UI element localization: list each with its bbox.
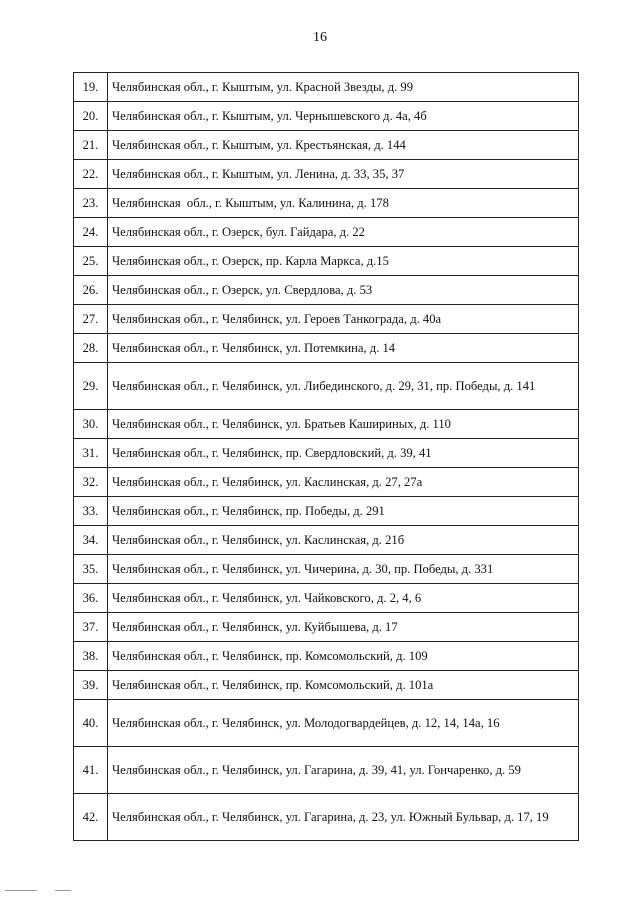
table-row [74, 747, 579, 794]
row-number: 34. [74, 526, 108, 555]
table-row [74, 497, 579, 526]
row-number: 23. [74, 189, 108, 218]
table-row [74, 526, 579, 555]
row-address: Челябинская обл., г. Кыштым, ул. Калинина, д. 178 [108, 189, 579, 218]
table-row [74, 794, 579, 841]
row-address: Челябинская обл., г. Челябинск, ул. Гагарина, д. 23, ул. Южный Бульвар, д. 17, 19 [108, 794, 579, 841]
row-address: Челябинская обл., г. Челябинск, ул. Чайковского, д. 2, 4, 6 [108, 584, 579, 613]
table-row [74, 102, 579, 131]
table-row [74, 584, 579, 613]
row-number: 33. [74, 497, 108, 526]
row-number: 27. [74, 305, 108, 334]
row-address: Челябинская обл., г. Челябинск, ул. Каслинская, д. 21б [108, 526, 579, 555]
row-address: Челябинская обл., г. Кыштым, ул. Чернышевского д. 4а, 4б [108, 102, 579, 131]
row-address: Челябинская обл., г. Челябинск, ул. Братьев Кашириных, д. 110 [108, 410, 579, 439]
row-address: Челябинская обл., г. Озерск, бул. Гайдара, д. 22 [108, 218, 579, 247]
row-address: Челябинская обл., г. Кыштым, ул. Красной Звезды, д. 99 [108, 73, 579, 102]
table-row [74, 410, 579, 439]
row-address: Челябинская обл., г. Озерск, пр. Карла Маркса, д.15 [108, 247, 579, 276]
table-row [74, 189, 579, 218]
row-number: 39. [74, 671, 108, 700]
table-row [74, 700, 579, 747]
table-row [74, 334, 579, 363]
row-number: 28. [74, 334, 108, 363]
row-number: 30. [74, 410, 108, 439]
table-row [74, 305, 579, 334]
table-row [74, 247, 579, 276]
row-address: Челябинская обл., г. Кыштым, ул. Крестьянская, д. 144 [108, 131, 579, 160]
row-number: 41. [74, 747, 108, 794]
table-row [74, 671, 579, 700]
row-number: 31. [74, 439, 108, 468]
row-number: 35. [74, 555, 108, 584]
row-address: Челябинская обл., г. Челябинск, ул. Чичерина, д. 30, пр. Победы, д. 331 [108, 555, 579, 584]
row-number: 42. [74, 794, 108, 841]
table-row [74, 73, 579, 102]
row-number: 40. [74, 700, 108, 747]
row-address: Челябинская обл., г. Челябинск, ул. Потемкина, д. 14 [108, 334, 579, 363]
table-row [74, 276, 579, 305]
row-number: 37. [74, 613, 108, 642]
table-row [74, 160, 579, 189]
table-row [74, 642, 579, 671]
row-address: Челябинская обл., г. Челябинск, пр. Комсомольский, д. 101а [108, 671, 579, 700]
footer-divider [5, 890, 37, 891]
page-number: 16 [313, 30, 327, 45]
row-number: 19. [74, 73, 108, 102]
table-row [74, 218, 579, 247]
table-row [74, 439, 579, 468]
row-number: 21. [74, 131, 108, 160]
row-number: 26. [74, 276, 108, 305]
row-address: Челябинская обл., г. Челябинск, пр. Комсомольский, д. 109 [108, 642, 579, 671]
table-row [74, 468, 579, 497]
table-row [74, 555, 579, 584]
row-address: Челябинская обл., г. Озерск, ул. Свердлова, д. 53 [108, 276, 579, 305]
row-address: Челябинская обл., г. Челябинск, ул. Героев Танкограда, д. 40а [108, 305, 579, 334]
row-address: Челябинская обл., г. Челябинск, пр. Свердловский, д. 39, 41 [108, 439, 579, 468]
row-number: 20. [74, 102, 108, 131]
row-number: 29. [74, 363, 108, 410]
row-number: 22. [74, 160, 108, 189]
table-row [74, 131, 579, 160]
row-address: Челябинская обл., г. Челябинск, ул. Гагарина, д. 39, 41, ул. Гончаренко, д. 59 [108, 747, 579, 794]
row-address: Челябинская обл., г. Челябинск, пр. Победы, д. 291 [108, 497, 579, 526]
row-address: Челябинская обл., г. Челябинск, ул. Молодогвардейцев, д. 12, 14, 14а, 16 [108, 700, 579, 747]
row-number: 32. [74, 468, 108, 497]
row-address: Челябинская обл., г. Челябинск, ул. Либединского, д. 29, 31, пр. Победы, д. 141 [108, 363, 579, 410]
row-number: 24. [74, 218, 108, 247]
table-row [74, 363, 579, 410]
row-address: Челябинская обл., г. Челябинск, ул. Каслинская, д. 27, 27а [108, 468, 579, 497]
table-row [74, 613, 579, 642]
row-number: 38. [74, 642, 108, 671]
row-number: 36. [74, 584, 108, 613]
row-address: Челябинская обл., г. Челябинск, ул. Куйбышева, д. 17 [108, 613, 579, 642]
row-number: 25. [74, 247, 108, 276]
row-address: Челябинская обл., г. Кыштым, ул. Ленина, д. 33, 35, 37 [108, 160, 579, 189]
footer-divider [55, 890, 71, 891]
address-table [73, 72, 579, 841]
